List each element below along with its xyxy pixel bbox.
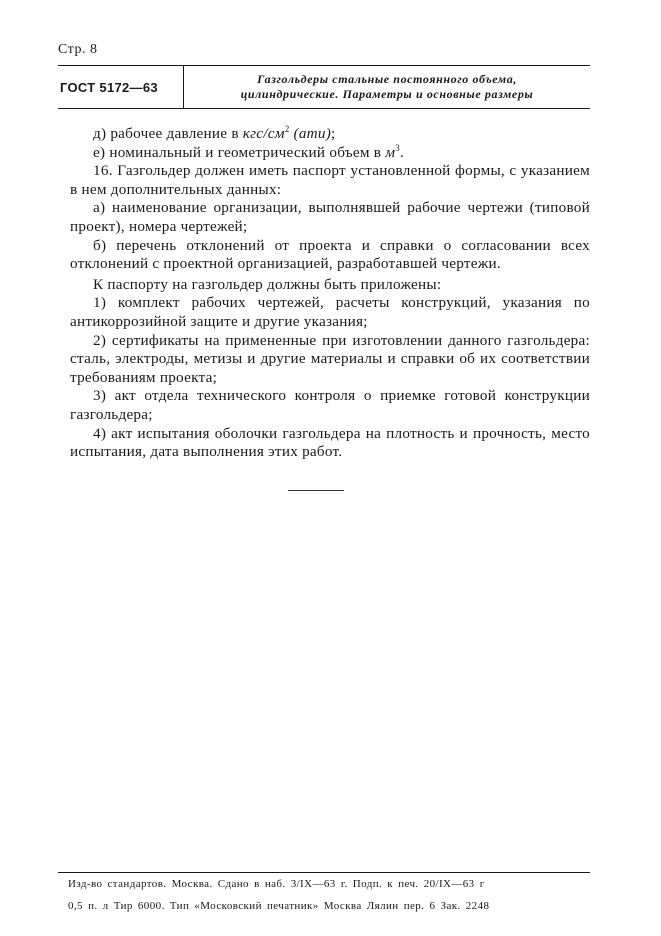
end-separator bbox=[288, 490, 344, 491]
attachment-4: 4) акт испытания оболочки газгольдера на плотность и прочность, место испытания, дата выполнения этих работ. bbox=[70, 424, 590, 461]
item-e-volume: е) номинальный и геометрический объем в $м^3$. bbox=[93, 142, 405, 161]
clause-16-item-b: б) перечень отклонений от проекта и справки о согласовании всех отклонений с проектной организацией, разработавшей чертежи. bbox=[70, 236, 590, 273]
title-line-2: цилиндрические. Параметры и основные размеры bbox=[240, 87, 534, 101]
attachment-3: 3) акт отдела технического контроля о приемке готовой конструкции газгольдера; bbox=[70, 387, 590, 423]
attachments-intro: К паспорту на газгольдер должны быть приложены: bbox=[93, 275, 442, 293]
clause-16: 16. Газгольдер должен иметь паспорт установленной формы, с указанием в нем дополнительных данных: bbox=[70, 162, 590, 198]
item-d-pressure: д) рабочее давление в кгс/$см^2$ (ати); bbox=[93, 123, 336, 142]
page-number: Стр. 8 bbox=[58, 42, 98, 57]
document-header bbox=[58, 65, 590, 109]
attachment-2: 2) сертификаты на примененные при изготовлении данного газгольдера: сталь, электроды, метизы и другие материалы и справки об их соответствии требованиям проекта; bbox=[70, 331, 590, 386]
document-title bbox=[184, 66, 590, 108]
imprint-line-1: Изд-во стандартов. Москва. Сдано в наб. 3/IX—63 г. Подп. к печ. 20/IX—63 г bbox=[68, 878, 485, 890]
document-body bbox=[70, 125, 590, 462]
imprint-line-2: 0,5 п. л Тир 6000. Тип «Московский печатник» Москва Лялин пер. 6 Зак. 2248 bbox=[68, 900, 490, 912]
clause-16-item-a: а) наименование организации, выполнявшей рабочие чертежи (типовой проект), номера чертежей; bbox=[70, 199, 590, 235]
title-line-1: Газгольдеры стальные постоянного объема, bbox=[257, 72, 517, 86]
footer-divider bbox=[58, 872, 590, 873]
attachment-1: 1) комплект рабочих чертежей, расчеты конструкций, указания по антикоррозийной защите и другие указания; bbox=[70, 294, 590, 330]
gost-number: ГОСТ 5172—63 bbox=[58, 66, 184, 108]
